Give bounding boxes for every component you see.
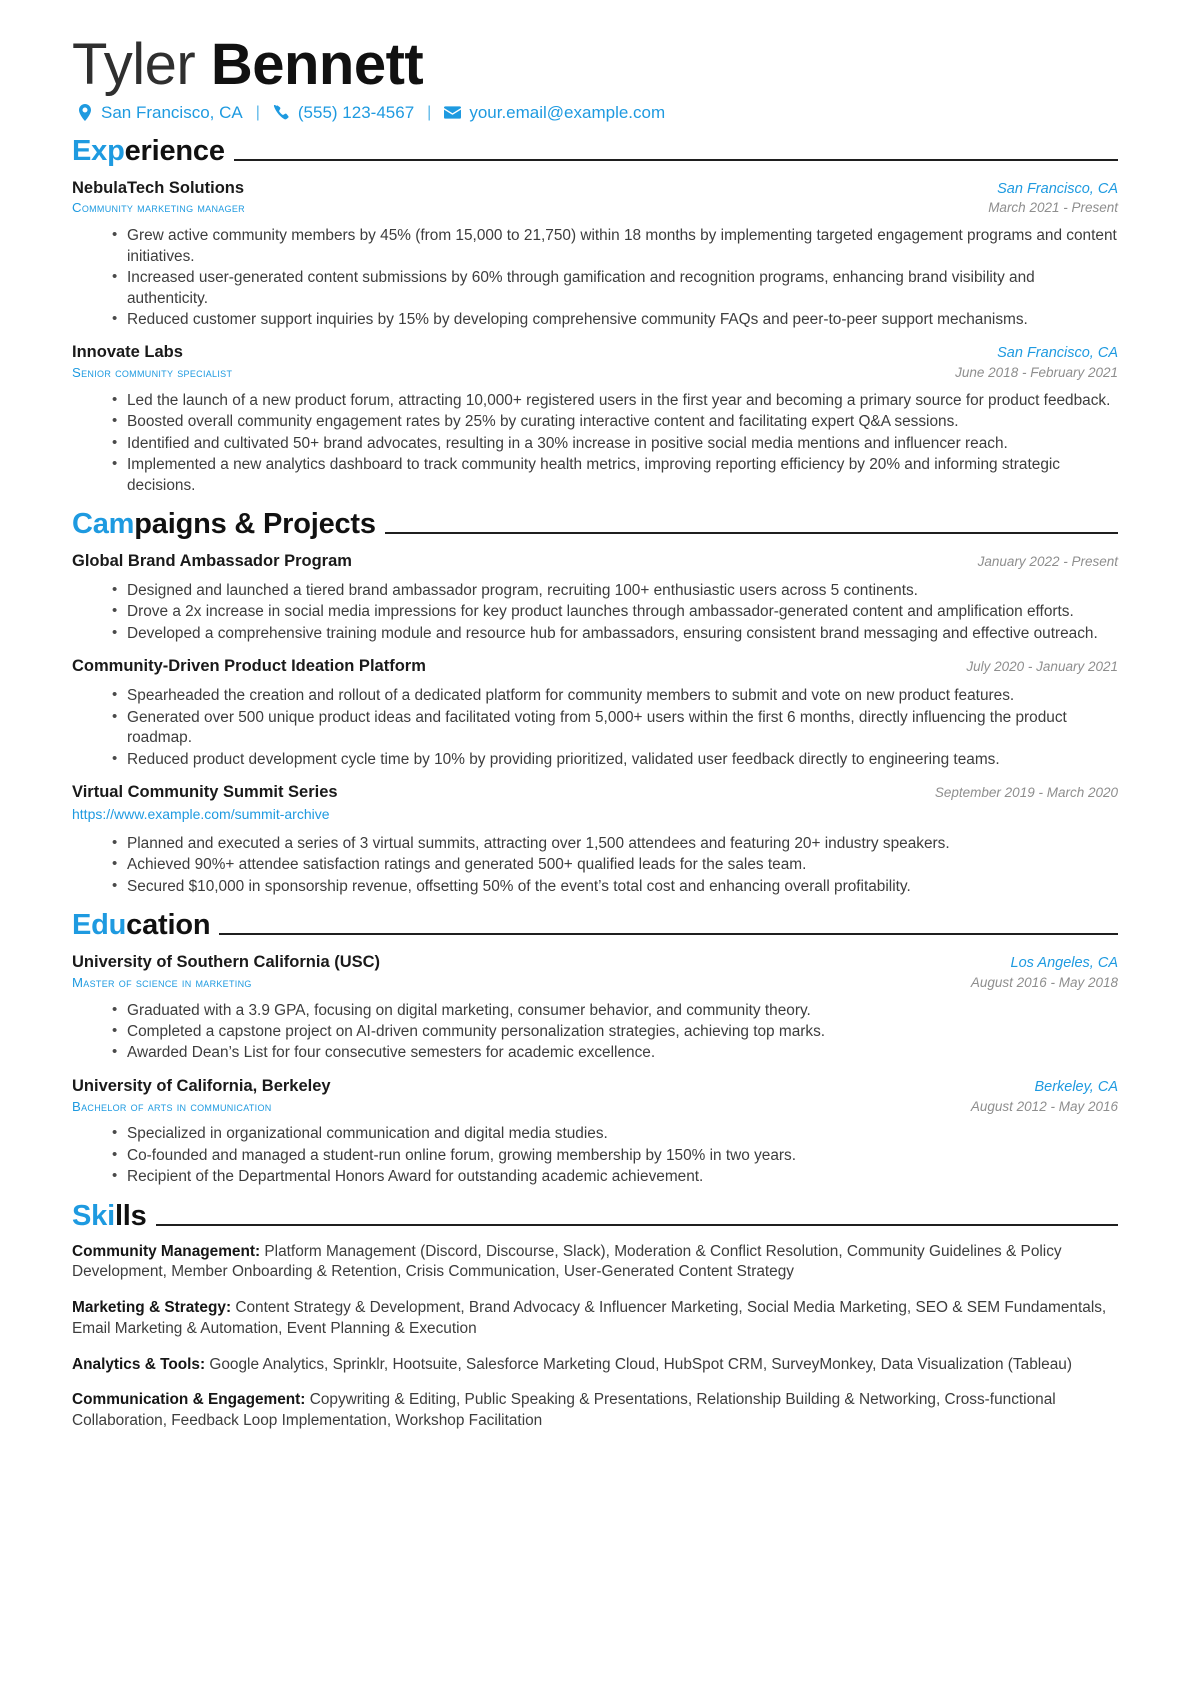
- bullet-item: • Grew active community members by 45% (from 15,000 to 21,750) within 18 months by implementing targeted engagement programs and content initiatives.: [112, 226, 1118, 267]
- bullet-item: • Drove a 2x increase in social media impressions for key product launches through ambassador-generated content and amplification efforts.: [112, 602, 1118, 622]
- section-heading-education: [72, 911, 1118, 940]
- section-title-education: [72, 911, 210, 940]
- contact-separator-1: |: [255, 103, 260, 121]
- entry-location: San Francisco, CA: [997, 180, 1118, 197]
- education-entry: [72, 1076, 1118, 1188]
- bullet-item: • Boosted overall community engagement rates by 25% by curating interactive content and facilitating expert Q&A sessions.: [112, 412, 1118, 432]
- section-title-accent: Edu: [72, 909, 127, 942]
- section-title-accent: Ski: [72, 1199, 115, 1232]
- entry-dates: January 2022 - Present: [977, 554, 1118, 570]
- entry-top-row: [72, 551, 1118, 572]
- entry-top-row: [72, 1076, 1118, 1097]
- entry-dates: August 2016 - May 2018: [970, 974, 1118, 990]
- job-title: Community marketing manager: [72, 200, 245, 216]
- experience-entry: [72, 178, 1118, 331]
- degree-title: Bachelor of arts in communication: [72, 1098, 272, 1114]
- project-name: Virtual Community Summit Series: [72, 782, 338, 801]
- entry-location: San Francisco, CA: [997, 345, 1118, 362]
- contact-phone[interactable]: [273, 103, 414, 123]
- education-entry: [72, 952, 1118, 1064]
- entry-top-row: [72, 342, 1118, 363]
- organization-name: Innovate Labs: [72, 343, 183, 362]
- job-title: Senior community specialist: [72, 365, 233, 381]
- entry-dates: July 2020 - January 2021: [966, 659, 1118, 675]
- skill-group: [72, 1390, 1118, 1431]
- entry-dates: June 2018 - February 2021: [955, 365, 1118, 381]
- contact-location[interactable]: [76, 103, 243, 123]
- bullet-item: • Graduated with a 3.9 GPA, focusing on digital marketing, consumer behavior, and community theory.: [112, 1001, 1118, 1021]
- resume-header: [72, 34, 1118, 123]
- bullet-item: • Reduced customer support inquiries by 15% by developing comprehensive community FAQs and peer-to-peer support mechanisms.: [112, 310, 1118, 330]
- section-divider: [156, 1224, 1118, 1226]
- project-entry: [72, 551, 1118, 644]
- contact-location-text: San Francisco, CA: [101, 102, 243, 122]
- bullet-list: [72, 1001, 1118, 1064]
- project-name: Community-Driven Product Ideation Platform: [72, 657, 426, 676]
- contact-email-text: your.email@example.com: [469, 102, 666, 122]
- skill-category-label: Community Management:: [72, 1242, 261, 1260]
- skill-category-label: Analytics & Tools:: [72, 1355, 206, 1373]
- skill-items: Platform Management (Discord, Discourse, Slack), Moderation & Conflict Resolution, Community Guidelines & Policy Development, Member Onboarding & Retention, Crisis Communication, User-Generated Content Strategy: [72, 1242, 1062, 1281]
- entry-dates: September 2019 - March 2020: [934, 784, 1118, 800]
- section-heading-campaigns: [72, 510, 1118, 539]
- bullet-item: • Implemented a new analytics dashboard to track community health metrics, improving reporting efficiency by 20% and informing strategic decisions.: [112, 455, 1118, 496]
- entry-location: Berkeley, CA: [1034, 1078, 1118, 1095]
- phone-icon: [273, 104, 290, 121]
- contact-bar: [76, 103, 1118, 123]
- section-divider: [234, 159, 1118, 161]
- project-name: Global Brand Ambassador Program: [72, 552, 352, 571]
- skill-group: [72, 1355, 1118, 1375]
- bullet-item: • Achieved 90%+ attendee satisfaction ratings and generated 500+ qualified leads for the sales team.: [112, 855, 1118, 875]
- experience-entry: [72, 342, 1118, 496]
- skill-category-label: Marketing & Strategy:: [72, 1299, 232, 1317]
- skill-items: Content Strategy & Development, Brand Advocacy & Influencer Marketing, Social Media Marketing, SEO & SEM Fundamentals, Email Marketing & Automation, Event Planning & Execution: [72, 1299, 1107, 1337]
- section-experience: [72, 134, 1118, 497]
- section-heading-skills: [72, 1199, 1118, 1232]
- bullet-item: • Identified and cultivated 50+ brand advocates, resulting in a 30% increase in positive social media mentions and influencer reach.: [112, 434, 1118, 454]
- section-title-campaigns: [72, 510, 376, 539]
- bullet-item: • Developed a comprehensive training module and resource hub for ambassadors, ensuring consistent brand messaging and effective outreach.: [112, 624, 1118, 644]
- section-title-rest: paigns & Projects: [134, 508, 376, 541]
- entry-top-row: [72, 656, 1118, 677]
- section-title-accent: Exp: [72, 134, 125, 167]
- entry-second-row: [72, 973, 1118, 992]
- bullet-item: • Completed a capstone project on AI-driven community personalization strategies, achieving top marks.: [112, 1022, 1118, 1042]
- bullet-list: [72, 391, 1118, 496]
- project-entry: [72, 782, 1118, 897]
- last-name: Bennett: [210, 32, 424, 97]
- location-pin-icon: [76, 104, 93, 121]
- entry-dates: August 2012 - May 2016: [970, 1098, 1118, 1114]
- bullet-item: • Planned and executed a series of 3 virtual summits, attracting over 1,500 attendees and featuring 20+ industry speakers.: [112, 834, 1118, 854]
- section-title-skills: [72, 1199, 147, 1232]
- first-name: Tyler: [72, 32, 211, 97]
- section-title-accent: Cam: [72, 508, 135, 541]
- project-entry: [72, 656, 1118, 770]
- bullet-item: • Increased user-generated content submissions by 60% through gamification and recognition programs, enhancing brand visibility and authenticity.: [112, 268, 1118, 309]
- project-link[interactable]: https://www.example.com/summit-archive: [72, 805, 330, 822]
- envelope-icon: [444, 104, 461, 121]
- degree-title: Master of science in marketing: [72, 974, 252, 990]
- bullet-item: • Specialized in organizational communication and digital media studies.: [112, 1124, 1118, 1144]
- contact-phone-text: (555) 123-4567: [297, 102, 415, 122]
- organization-name: NebulaTech Solutions: [72, 178, 245, 197]
- section-heading-experience: [72, 134, 1118, 167]
- entry-dates: March 2021 - Present: [988, 200, 1118, 216]
- entry-second-row: [72, 363, 1118, 382]
- section-title-rest: lls: [114, 1199, 147, 1232]
- section-skills: [72, 1199, 1118, 1432]
- bullet-item: • Recipient of the Departmental Honors Award for outstanding academic achievement.: [112, 1167, 1118, 1187]
- skill-group: [72, 1242, 1118, 1283]
- section-title-rest: erience: [124, 134, 225, 167]
- section-divider: [385, 532, 1118, 534]
- entry-top-row: [72, 952, 1118, 973]
- bullet-item: • Led the launch of a new product forum, attracting 10,000+ registered users in the first year and becoming a primary source for product feedback.: [112, 391, 1118, 411]
- contact-email[interactable]: [444, 103, 665, 123]
- bullet-item: • Reduced product development cycle time by 10% by providing prioritized, validated user feedback directly to engineering teams.: [112, 750, 1118, 770]
- bullet-item: • Spearheaded the creation and rollout of a dedicated platform for community members to submit and vote on new product features.: [112, 686, 1118, 706]
- skill-items: Google Analytics, Sprinklr, Hootsuite, Salesforce Marketing Cloud, HubSpot CRM, SurveyMonkey, Data Visualization (Tableau): [209, 1355, 1072, 1373]
- bullet-item: • Designed and launched a tiered brand ambassador program, recruiting 100+ enthusiastic users across 5 continents.: [112, 581, 1118, 601]
- contact-separator-2: |: [427, 103, 432, 121]
- skill-items: Copywriting & Editing, Public Speaking & Presentations, Relationship Building & Networking, Cross-functional Collaboration, Feedback Loop Implementation, Workshop Facilitation: [72, 1391, 1056, 1429]
- bullet-list: [72, 581, 1118, 644]
- bullet-list: [72, 226, 1118, 330]
- section-title-rest: cation: [126, 909, 211, 942]
- skill-category-label: Communication & Engagement:: [72, 1391, 306, 1409]
- entry-second-row: [72, 1097, 1118, 1116]
- entry-location: Los Angeles, CA: [1010, 955, 1118, 972]
- section-title-experience: [72, 134, 225, 167]
- bullet-list: [72, 686, 1118, 770]
- entry-top-row: [72, 178, 1118, 199]
- bullet-item: • Awarded Dean’s List for four consecutive semesters for academic excellence.: [112, 1043, 1118, 1063]
- candidate-name: [72, 34, 1118, 97]
- school-name: University of Southern California (USC): [72, 953, 381, 972]
- bullet-item: • Secured $10,000 in sponsorship revenue, offsetting 50% of the event’s total cost and enhancing overall profitability.: [112, 877, 1118, 897]
- entry-top-row: [72, 782, 1118, 803]
- skill-group: [72, 1298, 1118, 1339]
- entry-second-row: [72, 198, 1118, 217]
- bullet-item: • Generated over 500 unique product ideas and facilitated voting from 5,000+ users within the first 6 months, directly influencing the product roadmap.: [112, 708, 1118, 749]
- section-campaigns-and-projects: [72, 510, 1118, 897]
- school-name: University of California, Berkeley: [72, 1076, 331, 1095]
- bullet-list: [72, 834, 1118, 897]
- bullet-list: [72, 1124, 1118, 1187]
- section-divider: [219, 933, 1118, 935]
- bullet-item: • Co-founded and managed a student-run online forum, growing membership by 150% in two years.: [112, 1146, 1118, 1166]
- section-education: [72, 911, 1118, 1188]
